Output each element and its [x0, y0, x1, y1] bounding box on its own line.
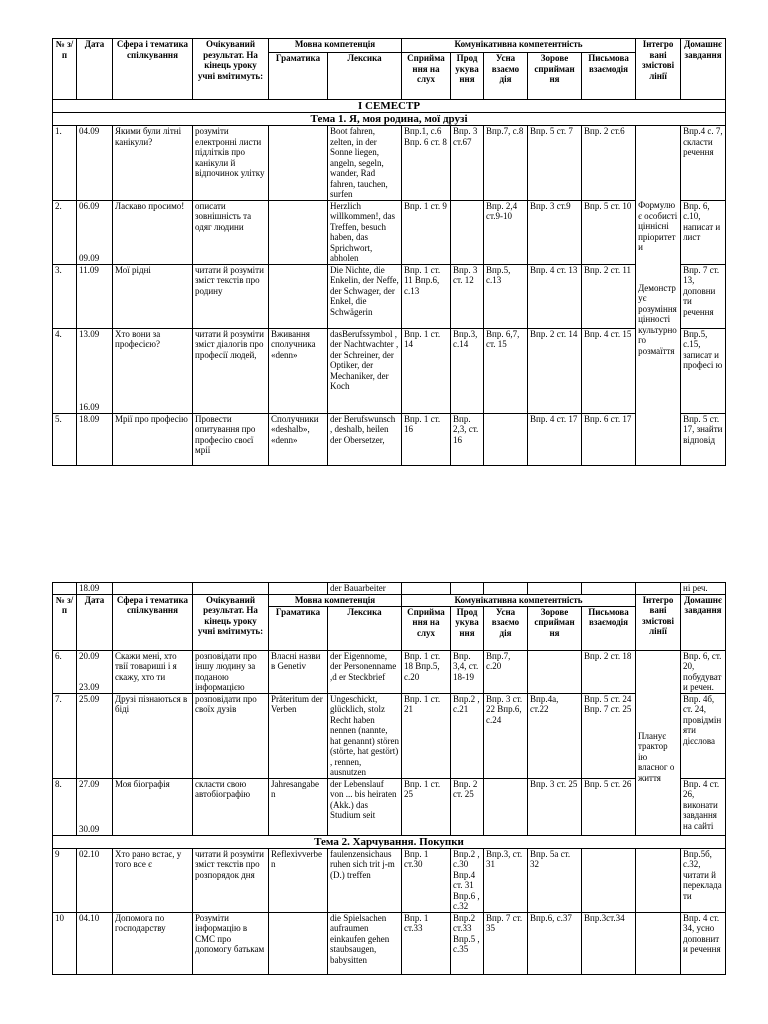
table-row [53, 650, 726, 693]
header-reading: Зорове сприйман ня [528, 606, 582, 650]
header-language-competence: Мовна компетенція [269, 39, 402, 53]
cell-sphere: Хто рано встає, у того все є [113, 848, 193, 912]
row-number: 4. [53, 328, 77, 413]
header-reading: Зорове сприйман ня [528, 53, 582, 100]
table-row [53, 126, 726, 201]
cell-speaking: Впр. 3 ст.67 [451, 126, 484, 201]
row-date [77, 693, 113, 778]
lesson-plan-table-1 [52, 38, 726, 466]
cell-listening: Впр. 1 ст. 9 [402, 200, 451, 264]
header-speaking: Прод укува ння [451, 53, 484, 100]
table-row [53, 264, 726, 328]
cell-sphere: Друзі пізнаються в біді [113, 693, 193, 778]
cell-sphere: Допомога по господарству [113, 912, 193, 974]
cell-listening: Впр. 1 ст. 16 [402, 413, 451, 465]
row-date [77, 328, 113, 413]
cell-lexis: der Eigennome, der Personenname ,d er Steckbrief [328, 650, 402, 693]
header-language-competence: Мовна компетенція [269, 594, 402, 606]
cell-result: описати зовнішність та одяг людини [193, 200, 269, 264]
cell-reading: Впр. 4 ст. 17 [528, 413, 582, 465]
date-secondary: 09.09 [79, 253, 100, 263]
cell-homework: Впр.5, с.15, записат и професі ю [681, 328, 726, 413]
cell-listening: Впр. 1 ст. 21 [402, 693, 451, 778]
date-primary: 25.09 [79, 693, 100, 704]
row-number: 8. [53, 778, 77, 835]
cell-result: розповідати про іншу людину за поданою інформацією [193, 650, 269, 693]
header-sphere: Сфера і тематика спілкування [113, 39, 193, 100]
integrated-lines-cell [636, 912, 681, 974]
cell-lexis: Die Nichte, die Enkelin, der Neffe, der Schwager, der Enkel, die Schwägerin [328, 264, 402, 328]
cell-listening: Впр. 1 ст. 25 [402, 778, 451, 835]
header-sphere: Сфера і тематика спілкування [113, 594, 193, 650]
cell-sphere: Мої рідні [113, 264, 193, 328]
date-primary: 20.09 [79, 650, 100, 661]
cell-grammar: Вживання сполучника «denn» [269, 328, 328, 413]
header-integrated-lines: Інтегро вані змістові лінії [636, 594, 681, 650]
table-row [53, 200, 726, 264]
cell-homework: Впр. 4 ст. 34, усно доповнит и речення [681, 912, 726, 974]
cell-writing: Впр. 2 ст.6 [582, 126, 636, 201]
header-writing: Письмова взаємодія [582, 606, 636, 650]
row-date [77, 778, 113, 835]
cell-speaking: Впр.2 ст.33 Впр.5 , с.35 [451, 912, 484, 974]
header-listening: Сприйма ння на слух [402, 53, 451, 100]
cell-oral: Впр. 6,7, ст. 15 [484, 328, 528, 413]
row-date [77, 413, 113, 465]
cell-sphere: Мрії про професію [113, 413, 193, 465]
cell-speaking: Впр. 2 ст. 25 [451, 778, 484, 835]
cell-reading: Впр. 4 ст. 13 [528, 264, 582, 328]
header-date: Дата [77, 39, 113, 100]
cell-speaking: Впр.2 , с.21 [451, 693, 484, 778]
header-communicative-competence: Комунікативна компетентність [402, 594, 636, 606]
cell-result: розповідати про своїх дузів [193, 693, 269, 778]
cell-listening: Впр. 1 ст. 11 Впр.6, с.13 [402, 264, 451, 328]
cell-lexis: dasBerufssymbol , der Nachtwachter , der Schreiner, der Optiker, der Mechaniker, der Koch [328, 328, 402, 413]
row-date [77, 912, 113, 974]
cell-speaking [451, 200, 484, 264]
cell-sphere: Ласкаво просимо! [113, 200, 193, 264]
cell-listening: Впр. 1 ст.33 [402, 912, 451, 974]
row-date [77, 126, 113, 201]
continuation-lexis: der Bauarbeiter [328, 583, 402, 595]
continuation-date: 18.09 [77, 583, 113, 595]
cell-homework: Впр. 4 ст. 26, виконати завдання на сайті [681, 778, 726, 835]
cell-reading: Впр. 3 ст.9 [528, 200, 582, 264]
cell-oral [484, 413, 528, 465]
cell-grammar [269, 200, 328, 264]
table-row [53, 413, 726, 465]
row-number: 7. [53, 693, 77, 778]
cell-writing: Впр. 5 ст. 24 Впр. 7 ст. 25 [582, 693, 636, 778]
cell-sphere: Моя біографія [113, 778, 193, 835]
date-primary: 02.10 [79, 848, 100, 859]
cell-oral: Впр.7, с.20 [484, 650, 528, 693]
cell-listening: Впр. 1 ст.30 [402, 848, 451, 912]
date-primary: 04.10 [79, 912, 100, 923]
header-grammar: Граматика [269, 606, 328, 650]
header-date: Дата [77, 594, 113, 650]
cell-grammar [269, 126, 328, 201]
date-primary: 04.09 [79, 126, 100, 136]
cell-speaking: Впр. 3,4, ст. 18-19 [451, 650, 484, 693]
cell-sphere: Скажи мені, хто твії товариші і я скажу, хто ти [113, 650, 193, 693]
row-number: 1. [53, 126, 77, 201]
date-secondary: 30.09 [79, 824, 100, 834]
row-number: 6. [53, 650, 77, 693]
header-speaking: Прод укува ння [451, 606, 484, 650]
cell-reading: Впр. 5а ст. 32 [528, 848, 582, 912]
cell-oral: Впр.3, ст. 31 [484, 848, 528, 912]
row-number: 2. [53, 200, 77, 264]
header-grammar: Граматика [269, 53, 328, 100]
row-number: 5. [53, 413, 77, 465]
cell-lexis: Boot fahren, zelten, in der Sonne liegen, angeln, segeln, wander, Rad fahren, tauchen, surfen [328, 126, 402, 201]
integrated-line-note: Демонстр ує розуміння цінності культурно го розмаїття [638, 282, 677, 356]
integrated-line-note: Формулює особисті ціннісні пріоритет и [638, 200, 678, 252]
cell-speaking: Впр. 2,3, ст. 16 [451, 413, 484, 465]
header-result: Очікуваний результат. На кінець уроку учні вмітимуть: [193, 594, 269, 650]
header-listening: Сприйма ння на слух [402, 606, 451, 650]
header-homework: Домашнє завдання [681, 39, 726, 100]
table-row [53, 912, 726, 974]
topic-heading: Тема 2. Харчування. Покупки [53, 835, 726, 848]
cell-writing: Впр. 2 ст. 18 [582, 650, 636, 693]
cell-homework: Впр.5б, с.32, читати й переклада ти [681, 848, 726, 912]
cell-result: читати й розуміти зміст текстів про розпорядок дня [193, 848, 269, 912]
cell-oral: Впр. 2,4 ст.9-10 [484, 200, 528, 264]
cell-grammar: Власні назви в Genetiv [269, 650, 328, 693]
table-row [53, 848, 726, 912]
date-primary: 27.09 [79, 778, 100, 789]
cell-oral: Впр.5, с.13 [484, 264, 528, 328]
cell-homework: Впр.4 с. 7, скласти речення [681, 126, 726, 201]
integrated-line-note: Планує трактор ію власног о життя [638, 730, 675, 783]
cell-oral: Впр. 3 ст. 22 Впр.6, с.24 [484, 693, 528, 778]
cell-lexis: faulenzensichaus ruhen sich trit j-m (D.) treffen [328, 848, 402, 912]
cell-grammar: Präteritum der Verben [269, 693, 328, 778]
row-date [77, 200, 113, 264]
table-row [53, 693, 726, 778]
row-number: 3. [53, 264, 77, 328]
cell-speaking: Впр. 3 ст. 12 [451, 264, 484, 328]
topic-heading: Тема 1. Я, моя родина, мої друзі [53, 113, 726, 126]
header-lexis: Лексика [328, 606, 402, 650]
cell-homework: Впр. 5 ст. 17, знайти відповід [681, 413, 726, 465]
cell-grammar: Reflexivverbe n [269, 848, 328, 912]
cell-reading [528, 650, 582, 693]
row-date [77, 650, 113, 693]
cell-homework: Впр. 6, ст. 20, побудуват и речен. [681, 650, 726, 693]
cell-result: Провести опитування про професію своєї мрії [193, 413, 269, 465]
cell-result: читати й розуміти зміст діалогів про професії людей, [193, 328, 269, 413]
cell-result: Розуміти інформацію в СМС про допомогу батькам [193, 912, 269, 974]
integrated-lines-cell [636, 126, 681, 466]
header-oral-interaction: Усна взаємо дія [484, 53, 528, 100]
cell-reading: Впр.6, с.37 [528, 912, 582, 974]
row-date [77, 264, 113, 328]
cell-listening: Впр. 1 ст. 14 [402, 328, 451, 413]
cell-listening: Впр.1, с.6 Впр. 6 ст. 8 [402, 126, 451, 201]
cell-writing: Впр. 4 ст. 15 [582, 328, 636, 413]
header-result: Очікуваний результат. На кінець уроку учні вмітимуть: [193, 39, 269, 100]
header-num: № з/п [53, 39, 77, 100]
cell-lexis: die Spielsachen aufraumen einkaufen gehen staubsaugen, babysitten [328, 912, 402, 974]
cell-result: скласти свою автобіографію [193, 778, 269, 835]
continuation-homework: ні реч. [681, 583, 726, 595]
cell-sphere: Якими були літні канікули? [113, 126, 193, 201]
row-number: 9 [53, 848, 77, 912]
date-secondary: 16.09 [79, 402, 100, 412]
header-communicative-competence: Комунікативна компетентність [402, 39, 636, 53]
cell-writing: Впр. 2 ст. 11 [582, 264, 636, 328]
header-num: № з/п [53, 594, 77, 650]
cell-lexis: der Lebenslauf von ... bis heiraten (Akk.) das Studium seit [328, 778, 402, 835]
cell-writing [582, 848, 636, 912]
cell-speaking: Впр.2 , с.30 Впр.4 ст. 31 Впр.6 , с.32 [451, 848, 484, 912]
cell-writing: Впр.3ст.34 [582, 912, 636, 974]
table-row [53, 328, 726, 413]
header-homework: Домашнє завдання [681, 594, 726, 650]
row-number: 10 [53, 912, 77, 974]
cell-speaking: Впр.3, с.14 [451, 328, 484, 413]
cell-grammar: Сполучники «deshalb», «denn» [269, 413, 328, 465]
header-lexis: Лексика [328, 53, 402, 100]
cell-listening: Впр. 1 ст. 18 Впр.5, с.20 [402, 650, 451, 693]
integrated-lines-cell [636, 650, 681, 835]
cell-lexis: Ungeschickt, glücklich, stolz Recht haben nennen (nannte, hat genannt) stören (störte, hat gestört) , rennen, ausnutzen [328, 693, 402, 778]
cell-grammar [269, 912, 328, 974]
date-primary: 13.09 [79, 328, 100, 339]
date-primary: 11.09 [79, 264, 99, 275]
cell-homework: Впр. 6, с.10, написат и лист [681, 200, 726, 264]
cell-reading: Впр. 3 ст. 25 [528, 778, 582, 835]
header-oral-interaction: Усна взаємо дія [484, 606, 528, 650]
cell-result: читати й розуміти зміст текстів про родину [193, 264, 269, 328]
cell-sphere: Хто вони за професією? [113, 328, 193, 413]
cell-writing: Впр. 5 ст. 10 [582, 200, 636, 264]
cell-lexis: der Berufswunsch , deshalb, heilen der Obersetzer, [328, 413, 402, 465]
row-date [77, 848, 113, 912]
cell-writing: Впр. 6 ст. 17 [582, 413, 636, 465]
header-integrated-lines: Інтегро вані змістові лінії [636, 39, 681, 100]
integrated-lines-cell [636, 848, 681, 912]
date-primary: 06.09 [79, 200, 100, 211]
cell-grammar: Jahresangabe n [269, 778, 328, 835]
cell-reading: Впр.4а, ст.22 [528, 693, 582, 778]
cell-result: розуміти електронні листи підлітків про канікули й відпочинок улітку [193, 126, 269, 201]
cell-oral: Впр. 7 ст. 35 [484, 912, 528, 974]
cell-reading: Впр. 2 ст. 14 [528, 328, 582, 413]
cell-grammar [269, 264, 328, 328]
table-row [53, 778, 726, 835]
cell-oral [484, 778, 528, 835]
date-primary: 18.09 [79, 413, 100, 424]
cell-homework: Впр. 4б, ст. 24, провідмін яти дієслова [681, 693, 726, 778]
header-writing: Письмова взаємодія [582, 53, 636, 100]
semester-heading: І СЕМЕСТР [53, 100, 726, 113]
cell-oral: Впр.7, с.8 [484, 126, 528, 201]
lesson-plan-table-2 [52, 582, 726, 975]
continuation-row [53, 583, 726, 595]
date-secondary: 23.09 [79, 682, 100, 692]
cell-lexis: Herzlich willkommen!, das Treffen, besuch haben, das Sprichwort, abholen [328, 200, 402, 264]
cell-reading: Впр. 5 ст. 7 [528, 126, 582, 201]
cell-homework: Впр. 7 ст. 13, доповни ти речення [681, 264, 726, 328]
cell-writing: Впр. 5 ст. 26 [582, 778, 636, 835]
